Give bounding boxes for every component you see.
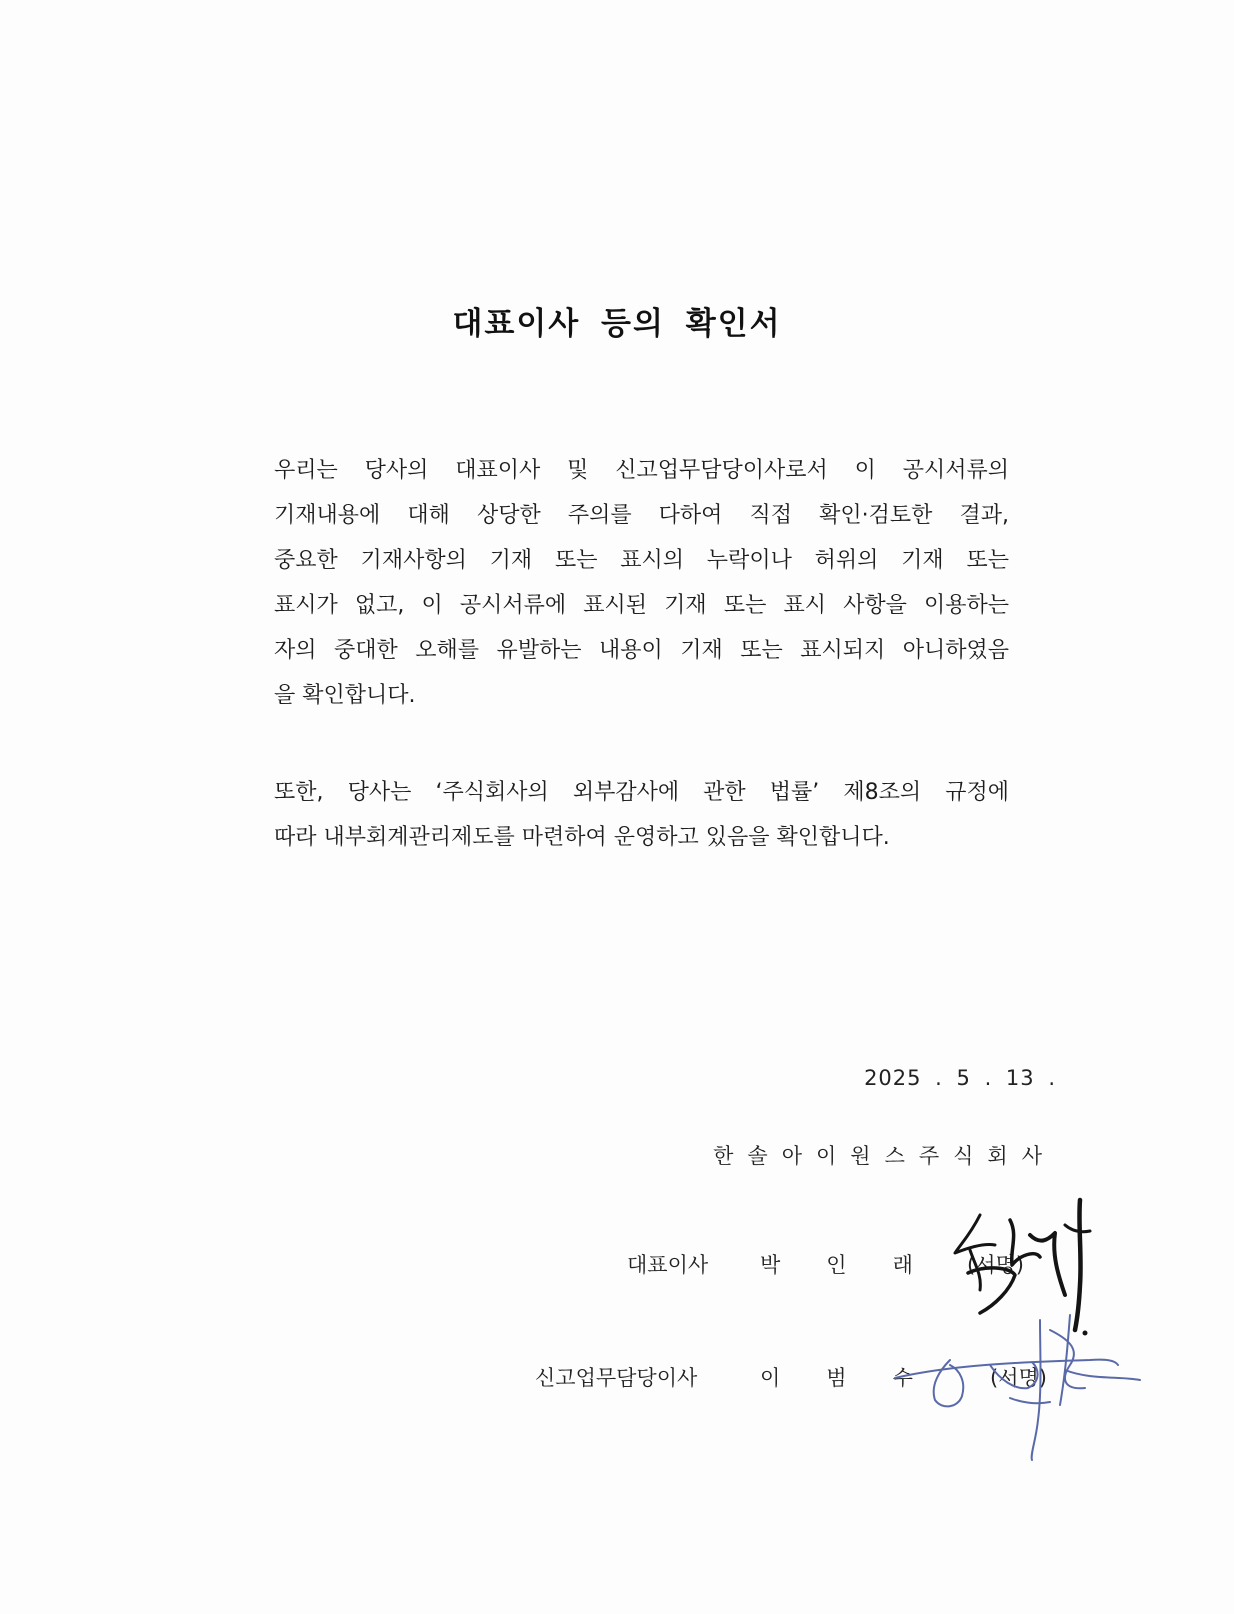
paragraph-1-line: 우리는 당사의 대표이사 및 신고업무담당이사로서 이 공시서류의 [274, 458, 1009, 483]
paragraph-1-line: 표시가 없고, 이 공시서류에 표시된 기재 또는 표시 사항을 이용하는 [274, 593, 1009, 618]
document-date: 2025 . 5 . 13 . [864, 1066, 1056, 1090]
signature-label: (서명) [967, 1253, 1024, 1277]
document-title: 대표이사 등의 확인서 [452, 306, 782, 342]
signatory-name: 박인래 [760, 1253, 959, 1277]
company-name: 한솔아이원스주식회사 [713, 1144, 1056, 1168]
signatory-name: 이범수 [760, 1366, 959, 1390]
signature-label: (서명) [990, 1366, 1047, 1390]
paragraph-1-line: 기재내용에 대해 상당한 주의를 다하여 직접 확인·검토한 결과, [274, 503, 1009, 528]
signatory-role: 신고업무담당이사 [535, 1366, 698, 1390]
paragraph-2-line: 따라 내부회계관리제도를 마련하여 운영하고 있음을 확인합니다. [274, 825, 890, 850]
confirmation-paragraph-1 [274, 448, 1009, 718]
paragraph-1-line: 중요한 기재사항의 기재 또는 표시의 누락이나 허위의 기재 또는 [274, 548, 1009, 573]
confirmation-paragraph-2 [274, 770, 1009, 860]
paragraph-2-line: 또한, 당사는 ‘주식회사의 외부감사에 관한 법률’ 제8조의 규정에 [274, 780, 1009, 805]
paragraph-1-line: 자의 중대한 오해를 유발하는 내용이 기재 또는 표시되지 아니하였음 [274, 638, 1009, 663]
signatory-role: 대표이사 [627, 1253, 709, 1277]
paragraph-1-line: 을 확인합니다. [274, 683, 416, 708]
